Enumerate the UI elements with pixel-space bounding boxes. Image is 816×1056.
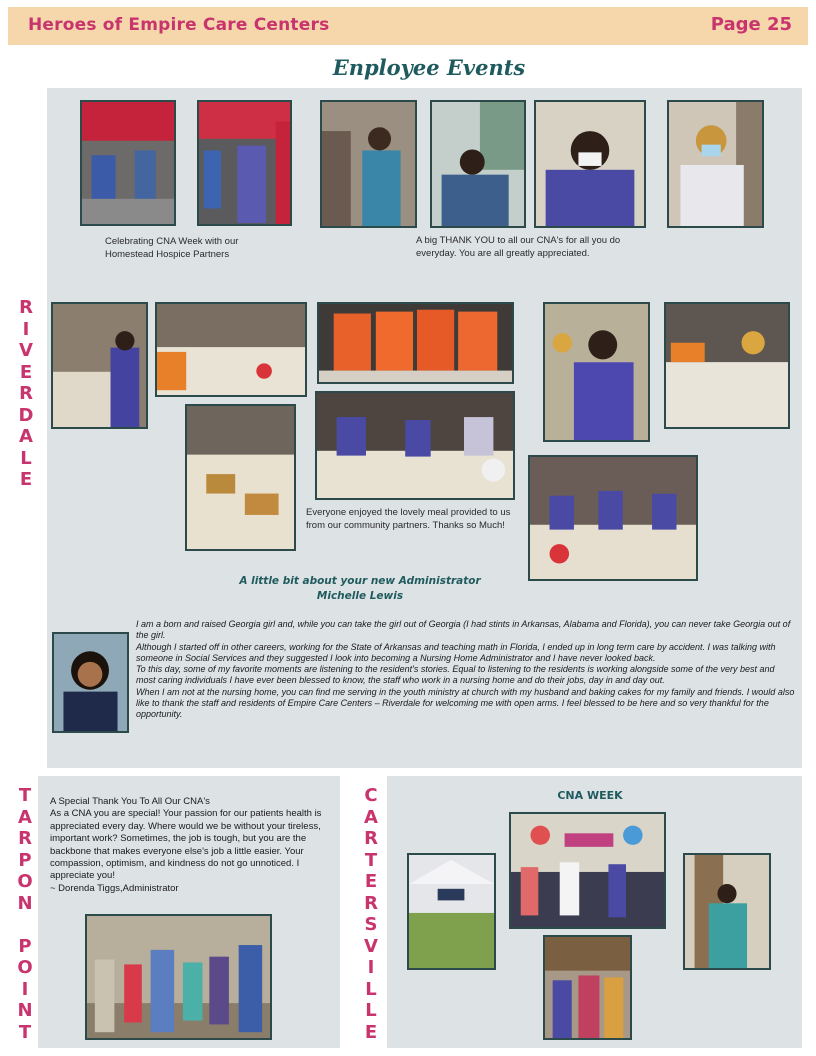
photo-buffet-1 xyxy=(185,404,296,551)
side-label-letter: R xyxy=(364,892,378,914)
bio-paragraph: When I am not at the nursing home, you can find me serving in the youth ministry at church with my husband and baking cakes for my family and friends. I would also like to thank the staff and residents of Empire Care Centers – Riverdale for welcoming me with open arms. I feel blessed to be here and so very thankful for the opportunity. xyxy=(136,686,795,720)
photo-cartersville-tent xyxy=(407,853,496,970)
admin-heading-name: Michelle Lewis xyxy=(316,590,404,602)
side-label-letter: T xyxy=(18,1021,32,1043)
side-label-letter: I xyxy=(21,978,29,1000)
administrator-bio xyxy=(136,619,796,721)
side-label-letter: R xyxy=(18,828,32,849)
side-label-letter: V xyxy=(19,340,33,361)
bio-paragraph: To this day, some of my favorite moments are listening to the resident's stories. Equal to listening to the residents is working alongside some of the very best and most caring individuals I have ever been blessed to know, the staff who work in a nursing home and do their jobs, day in and day out. xyxy=(136,664,775,686)
side-label-letter: O xyxy=(17,957,33,978)
photo-cna-3 xyxy=(534,100,646,228)
side-label-letter xyxy=(14,914,36,936)
riverdale-side-label xyxy=(15,297,37,491)
photo-hospice-tent-2 xyxy=(197,100,292,226)
caption-meal: Everyone enjoyed the lovely meal provided to us from our community partners. Thanks so Much! xyxy=(306,507,511,531)
side-label-letter: E xyxy=(364,1021,378,1043)
thanks-signature: ~ Dorenda Tiggs,Administrator xyxy=(50,882,179,894)
photo-tarpon-group xyxy=(85,914,272,1040)
caption-cna-thanks: A big THANK YOU to all our CNA's for all you do everyday. You are all greatly appreciated. xyxy=(416,235,621,259)
side-label-letter: I xyxy=(367,957,375,978)
photo-hospice-tent-1 xyxy=(80,100,176,226)
side-label-letter: I xyxy=(22,318,30,340)
photo-cna-2 xyxy=(430,100,526,228)
side-label-letter: D xyxy=(18,404,34,426)
photo-buffet-2 xyxy=(315,391,515,500)
page-header xyxy=(8,7,808,45)
photo-cartersville-group xyxy=(509,812,666,929)
photo-meal-2 xyxy=(155,302,307,397)
photo-cna-4 xyxy=(667,100,764,228)
side-label-letter: T xyxy=(364,849,378,871)
cartersville-side-label xyxy=(360,785,382,1043)
side-label-letter: L xyxy=(20,447,32,469)
admin-heading-line1: A little bit about your new Administrator xyxy=(239,575,481,587)
caption-hospice: Celebrating CNA Week with our Homestead Hospice Partners xyxy=(105,236,239,260)
side-label-letter: E xyxy=(19,469,33,490)
side-label-letter: C xyxy=(364,785,378,806)
tarpon-point-side-label xyxy=(14,785,36,1043)
cna-thanks-note xyxy=(50,796,325,895)
photo-meal-1 xyxy=(51,302,148,429)
side-label-letter: A xyxy=(364,806,378,828)
side-label-letter: O xyxy=(17,871,33,892)
side-label-letter: S xyxy=(364,914,378,935)
side-label-letter: L xyxy=(365,1000,377,1021)
section-title: Enployee Events xyxy=(332,55,526,80)
side-label-letter: L xyxy=(365,978,377,1000)
side-label-letter: E xyxy=(19,361,33,383)
side-label-letter: R xyxy=(19,383,33,404)
org-title: Heroes of Empire Care Centers xyxy=(28,15,330,35)
bio-paragraph: I am a born and raised Georgia girl and, while you can take the girl out of Georgia (I had stints in Arkansas, Alabama and Florida), you can never take Georgia out of the girl. xyxy=(136,619,791,641)
side-label-letter: P xyxy=(18,935,32,957)
side-label-letter: T xyxy=(18,785,32,806)
side-label-letter: A xyxy=(19,426,33,447)
side-label-letter: E xyxy=(364,871,378,892)
side-label-letter: N xyxy=(17,1000,33,1021)
cna-week-heading: CNA WEEK xyxy=(557,789,623,802)
photo-cartersville-staff xyxy=(543,935,632,1040)
photo-buffet-3 xyxy=(528,455,698,581)
side-label-letter: R xyxy=(19,297,33,318)
photo-administrator-portrait xyxy=(52,632,129,733)
admin-heading xyxy=(230,574,490,604)
bio-paragraph: Although I started off in other careers, working for the State of Arkansas and teaching math in Florida, I ended up in long term care by accident. I was talking with someone in Social Services and they suggested I look into becoming a Nursing Home Administrator and I have never looked back. xyxy=(136,641,776,663)
photo-meal-4 xyxy=(664,302,790,429)
side-label-letter: A xyxy=(18,806,32,828)
photo-gift-bags xyxy=(317,302,514,384)
side-label-letter: P xyxy=(18,849,32,871)
side-label-letter: N xyxy=(17,892,33,914)
thanks-body: As a CNA you are special! Your passion for our patients health is appreciated every day. Where would we be without your tireless, important work? Sometimes, the job is tough, but you are the backbone that makes everyone else's job a little easier. Your compassion, optimism, and kindness do not go unnoticed. I appreciate you! xyxy=(50,808,322,882)
side-label-letter: R xyxy=(364,828,378,849)
photo-cna-1 xyxy=(320,100,417,228)
thanks-heading: A Special Thank You To All Our CNA's xyxy=(50,796,210,807)
side-label-letter: V xyxy=(364,935,378,957)
page-number: Page 25 xyxy=(710,14,792,35)
photo-meal-3 xyxy=(543,302,650,442)
photo-cartersville-cna xyxy=(683,853,771,970)
